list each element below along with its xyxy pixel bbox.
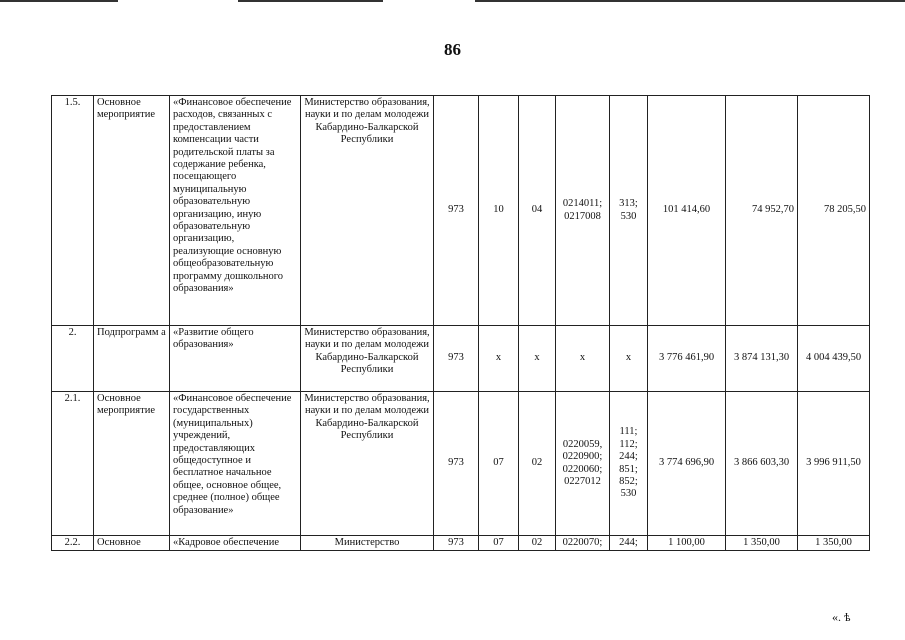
- row-rz: 07: [479, 392, 519, 536]
- row-grbs: 973: [434, 326, 479, 392]
- row-csr: 0220059, 0220900; 0220060; 0227012: [556, 392, 610, 536]
- row-name: «Кадровое обеспечение: [170, 536, 301, 551]
- row-type: Основное мероприятие: [94, 392, 170, 536]
- row-csr: х: [556, 326, 610, 392]
- row-pr: 02: [519, 392, 556, 536]
- row-number: 2.2.: [52, 536, 94, 551]
- row-executor: Министерство образования, науки и по делам молодежи Кабардино-Балкарской Республики: [301, 392, 434, 536]
- row-rz: 10: [479, 96, 519, 326]
- row-vr: 313; 530: [610, 96, 648, 326]
- row-type: Подпрограмм а: [94, 326, 170, 392]
- row-year1: 101 414,60: [648, 96, 726, 326]
- row-year2: 1 350,00: [726, 536, 798, 551]
- row-year2: 3 866 603,30: [726, 392, 798, 536]
- row-grbs: 973: [434, 392, 479, 536]
- row-name: «Финансовое обеспечение государственных (муниципальных) учреждений, предоставляющих общедоступное и бесплатное начальное общее, основное общее, среднее (полное) общее образование»: [170, 392, 301, 536]
- row-year3: 78 205,50: [798, 96, 870, 326]
- table-row: [52, 96, 870, 326]
- scan-mark: «. ѣ: [832, 610, 851, 624]
- budget-table: [51, 95, 870, 551]
- row-pr: 02: [519, 536, 556, 551]
- row-name: «Развитие общего образования»: [170, 326, 301, 392]
- row-year1: 3 776 461,90: [648, 326, 726, 392]
- row-vr: 244;: [610, 536, 648, 551]
- row-number: 2.: [52, 326, 94, 392]
- row-grbs: 973: [434, 536, 479, 551]
- table-row: [52, 326, 870, 392]
- row-vr: х: [610, 326, 648, 392]
- row-year2: 3 874 131,30: [726, 326, 798, 392]
- row-year1: 1 100,00: [648, 536, 726, 551]
- row-grbs: 973: [434, 96, 479, 326]
- row-rz: х: [479, 326, 519, 392]
- scan-edge-line: [238, 0, 383, 2]
- row-type: Основное: [94, 536, 170, 551]
- row-csr: 0214011; 0217008: [556, 96, 610, 326]
- row-year3: 3 996 911,50: [798, 392, 870, 536]
- scan-edge-line: [0, 0, 118, 2]
- row-year1: 3 774 696,90: [648, 392, 726, 536]
- row-executor: Министерство образования, науки и по делам молодежи Кабардино-Балкарской Республики: [301, 326, 434, 392]
- row-year3: 1 350,00: [798, 536, 870, 551]
- row-number: 1.5.: [52, 96, 94, 326]
- row-pr: х: [519, 326, 556, 392]
- row-number: 2.1.: [52, 392, 94, 536]
- table-row: [52, 536, 870, 551]
- row-year2: 74 952,70: [726, 96, 798, 326]
- row-vr: 111; 112; 244; 851; 852; 530: [610, 392, 648, 536]
- scan-edge-line: [475, 0, 905, 2]
- row-name: «Финансовое обеспечение расходов, связанных с предоставлением компенсации части родительской платы за содержание ребенка, посещающего муниципальную образовательную организацию, иную образовательную организацию, реализующие основную общеобразовательную программу дошкольного образования»: [170, 96, 301, 326]
- row-type: Основное мероприятие: [94, 96, 170, 326]
- row-rz: 07: [479, 536, 519, 551]
- row-executor: Министерство образования, науки и по делам молодежи Кабардино-Балкарской Республики: [301, 96, 434, 326]
- table-row: [52, 392, 870, 536]
- row-csr: 0220070;: [556, 536, 610, 551]
- page-number: 86: [444, 40, 461, 59]
- row-year3: 4 004 439,50: [798, 326, 870, 392]
- row-executor: Министерство: [301, 536, 434, 551]
- row-pr: 04: [519, 96, 556, 326]
